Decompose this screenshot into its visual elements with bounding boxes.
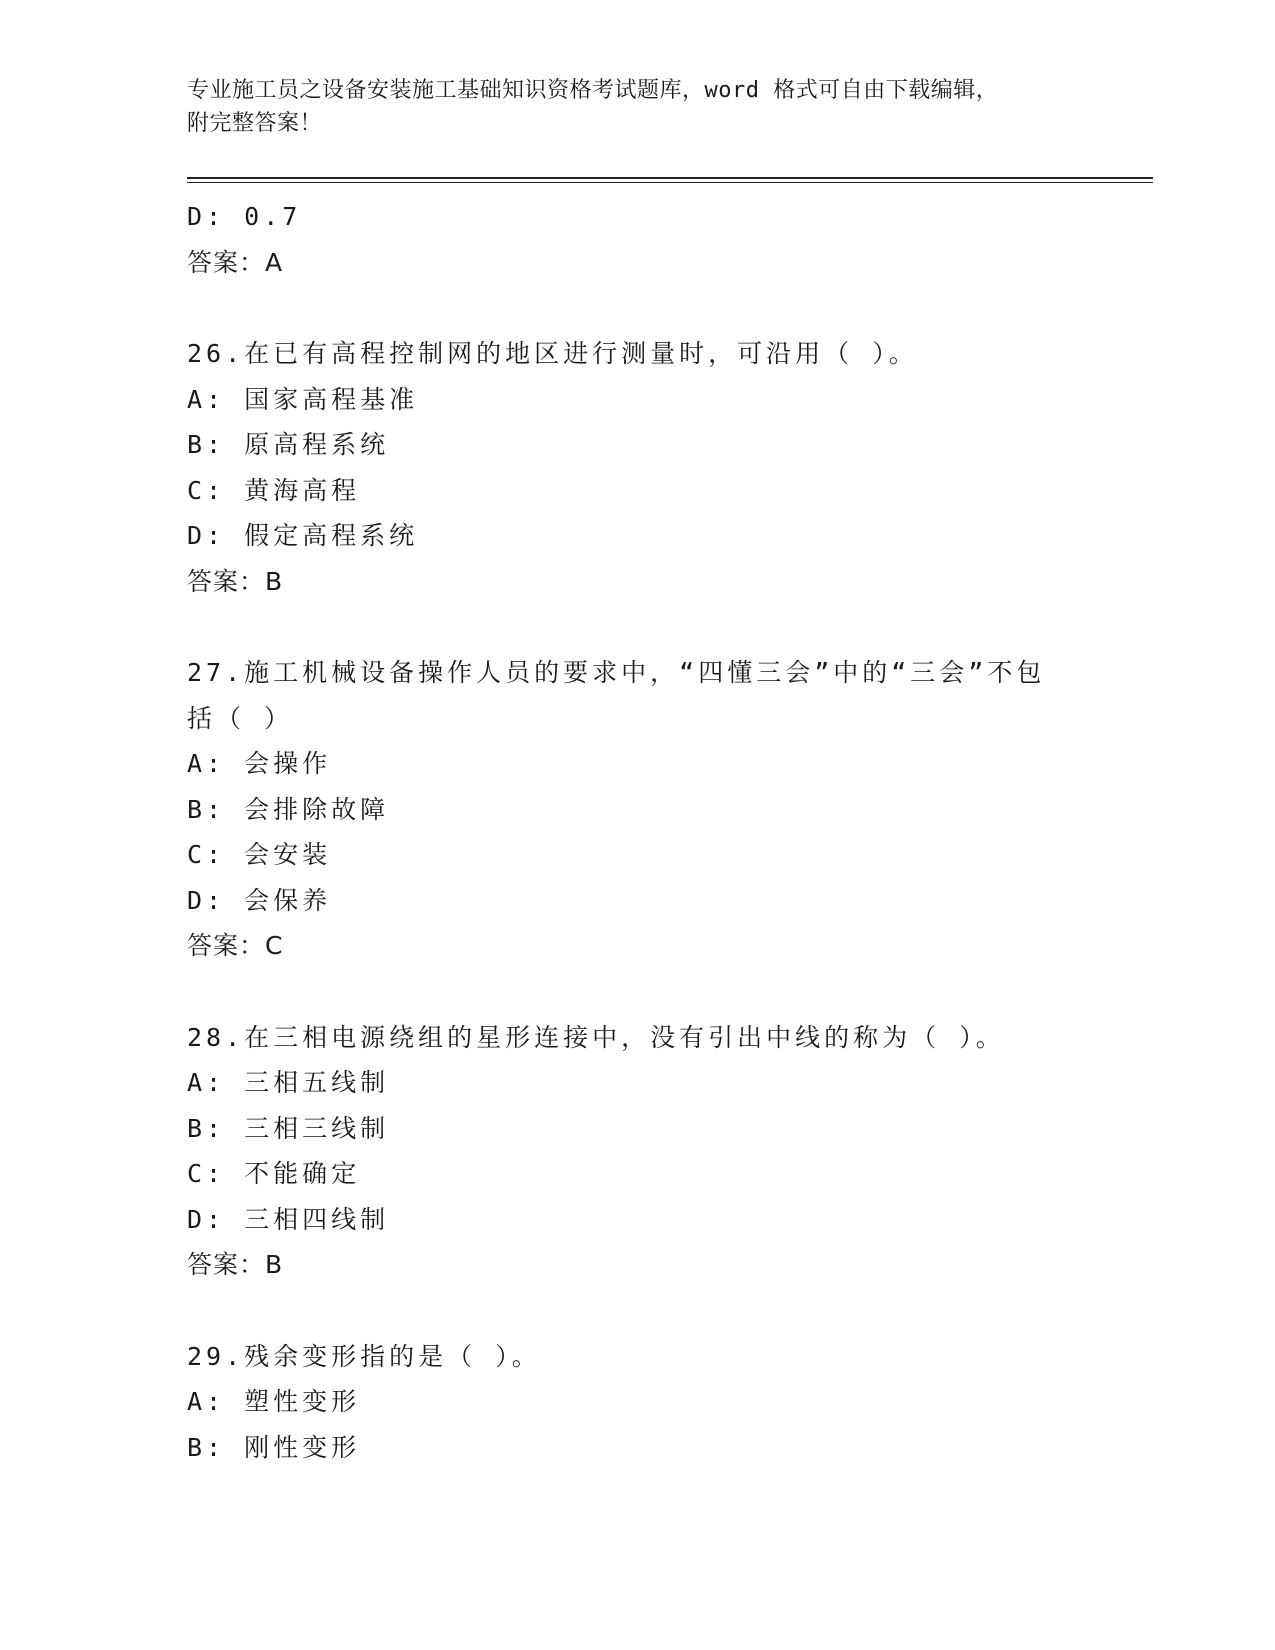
option-d: D: 会保养 bbox=[187, 885, 332, 915]
option-d: D: 假定高程系统 bbox=[187, 521, 419, 550]
question-28 bbox=[187, 1015, 1107, 1288]
answer-line: 答案：B bbox=[187, 1250, 284, 1279]
option-d: D: 0.7 bbox=[187, 202, 302, 231]
option-c: C: 黄海高程 bbox=[187, 475, 361, 505]
option-b: B: 会排除故障 bbox=[187, 794, 390, 824]
question-stem: 27.施工机械设备操作人员的要求中，“四懂三会”中的“三会”不包括（ ） bbox=[187, 658, 1046, 733]
answer-line: 答案：B bbox=[187, 566, 284, 596]
spacer bbox=[187, 285, 1107, 331]
option-c: C: 会安装 bbox=[187, 840, 332, 869]
option-a: A: 国家高程基准 bbox=[187, 384, 419, 414]
header-line-1: 专业施工员之设备安装施工基础知识资格考试题库，word 格式可自由下载编辑， bbox=[187, 78, 999, 103]
question-26 bbox=[187, 331, 1107, 604]
question-27 bbox=[187, 650, 1107, 969]
question-stem: 26.在已有高程控制网的地区进行测量时，可沿用（ ）。 bbox=[187, 339, 918, 368]
option-c: C: 不能确定 bbox=[187, 1159, 361, 1188]
question-stem: 29.残余变形指的是（ ）。 bbox=[187, 1341, 541, 1371]
answer-line: 答案：A bbox=[187, 247, 284, 277]
option-d: D: 三相四线制 bbox=[187, 1204, 390, 1234]
question-content bbox=[187, 194, 1107, 1470]
page-header bbox=[187, 74, 1087, 140]
option-a: A: 三相五线制 bbox=[187, 1068, 390, 1097]
answer-line: 答案：C bbox=[187, 931, 284, 960]
spacer bbox=[187, 604, 1107, 650]
option-b: B: 三相三线制 bbox=[187, 1113, 390, 1143]
option-b: B: 刚性变形 bbox=[187, 1432, 361, 1462]
spacer bbox=[187, 1288, 1107, 1334]
option-a: A: 塑性变形 bbox=[187, 1387, 361, 1416]
header-rule-thin bbox=[187, 182, 1153, 183]
question-stem: 28.在三相电源绕组的星形连接中，没有引出中线的称为（ ）。 bbox=[187, 1022, 1005, 1052]
question-29 bbox=[187, 1334, 1107, 1471]
header-rule-thick bbox=[187, 177, 1153, 179]
spacer bbox=[187, 969, 1107, 1015]
header-line-2: 附完整答案！ bbox=[187, 111, 323, 136]
option-a: A: 会操作 bbox=[187, 749, 332, 778]
option-b: B: 原高程系统 bbox=[187, 430, 390, 459]
